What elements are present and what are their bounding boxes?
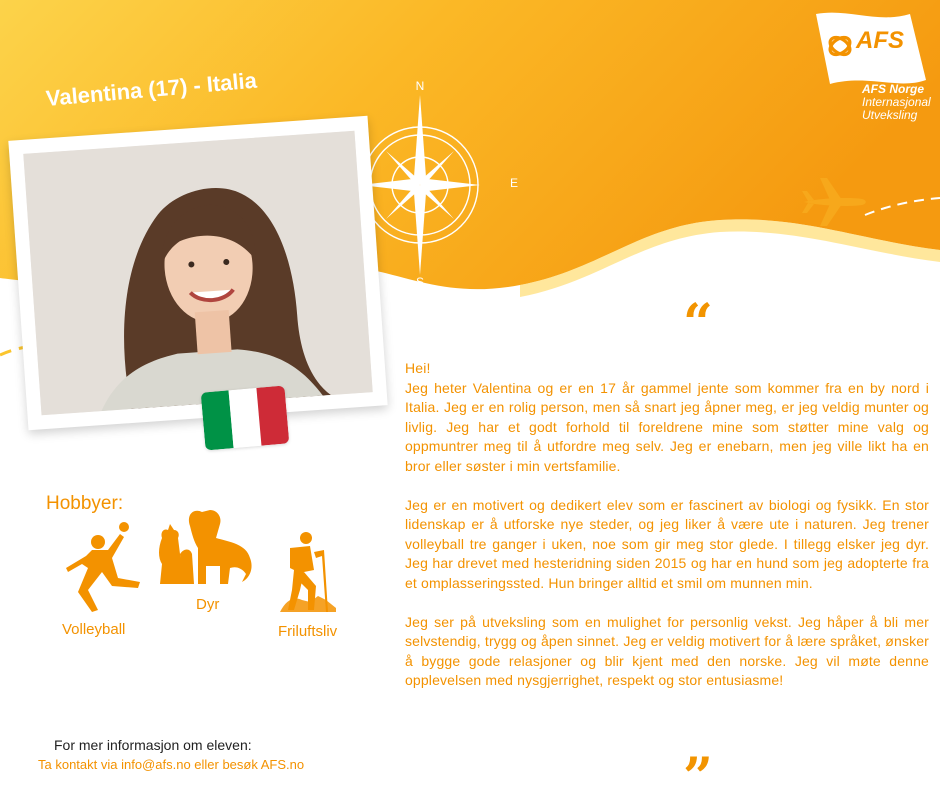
letter-greeting: Hei!: [405, 360, 431, 376]
hobbies-heading: Hobbyer:: [46, 493, 124, 514]
open-quote-icon: “: [683, 293, 713, 354]
hobby-animals-label: Dyr: [196, 596, 220, 613]
volleyball-player-icon: [58, 520, 148, 620]
compass-south-label: S: [415, 275, 425, 289]
hiker-icon: [280, 530, 340, 612]
animals-icon: [150, 508, 262, 588]
compass-north-label: N: [415, 80, 425, 93]
close-quote-icon: ”: [683, 747, 713, 788]
afs-subtitle-line2: Utveksling: [862, 108, 918, 122]
student-name-title: Valentina (17) - Italia: [44, 67, 258, 111]
more-info-heading: For mer informasjon om eleven:: [54, 737, 252, 753]
italy-flag: [201, 385, 290, 450]
hobby-outdoor-label: Friluftsliv: [278, 623, 338, 640]
letter-paragraph-1: Jeg heter Valentina og er en 17 år gammel jente som kommer fra en by nord i Italia. Jeg er en rolig person, men så snart jeg åpner meg, er jeg veldig munter og livlig. Jeg har et godt forhold til foreldrene mine som støtter mine valg og oppmuntrer meg til å utfordre meg selv. Jeg er enebarn, men jeg ville likt ha en bror eller søster i min vertsfamilie.: [405, 379, 929, 474]
letter-paragraph-2: Jeg er en motivert og dedikert elev som er fascinert av biologi og fysikk. En stor lidenskap er å utforske nye steder, og jeg liker å være ute i naturen. Jeg trener volleyball tre ganger i uken, noe som gir meg stor glede. I tillegg elsker jeg dyr. Jeg har drevet med hesteridning siden 2015 og har en hund som jeg adopterte fra et omplasseringssted. Hun bringer alltid et smil om munnen min.: [405, 496, 929, 591]
hobby-volleyball-label: Volleyball: [62, 621, 126, 638]
letter-paragraph-3: Jeg ser på utveksling som en mulighet for personlig vekst. Jeg håper å bli mer selvstendig, trygg og åpen sinnet. Jeg er veldig motivert for å lære språket, ønsker å bygge gode relasjoner og blir kjent med den norske. Jeg vil møte denne opplevelsen med nysgjerrighet, respekt og stor entusiasme!: [405, 613, 929, 688]
afs-subtitle-line1: Internasjonal: [862, 95, 931, 109]
airplane-icon: [800, 172, 870, 232]
compass-east-label: E: [510, 176, 519, 190]
letter-body: [405, 359, 929, 710]
student-photo-card: [8, 116, 387, 430]
afs-logo-text: AFS: [856, 27, 904, 54]
afs-norge-label: AFS Norge: [862, 82, 925, 96]
contact-info: Ta kontakt via info@afs.no eller besøk AFS.no: [38, 757, 305, 772]
student-photo: [23, 131, 372, 416]
